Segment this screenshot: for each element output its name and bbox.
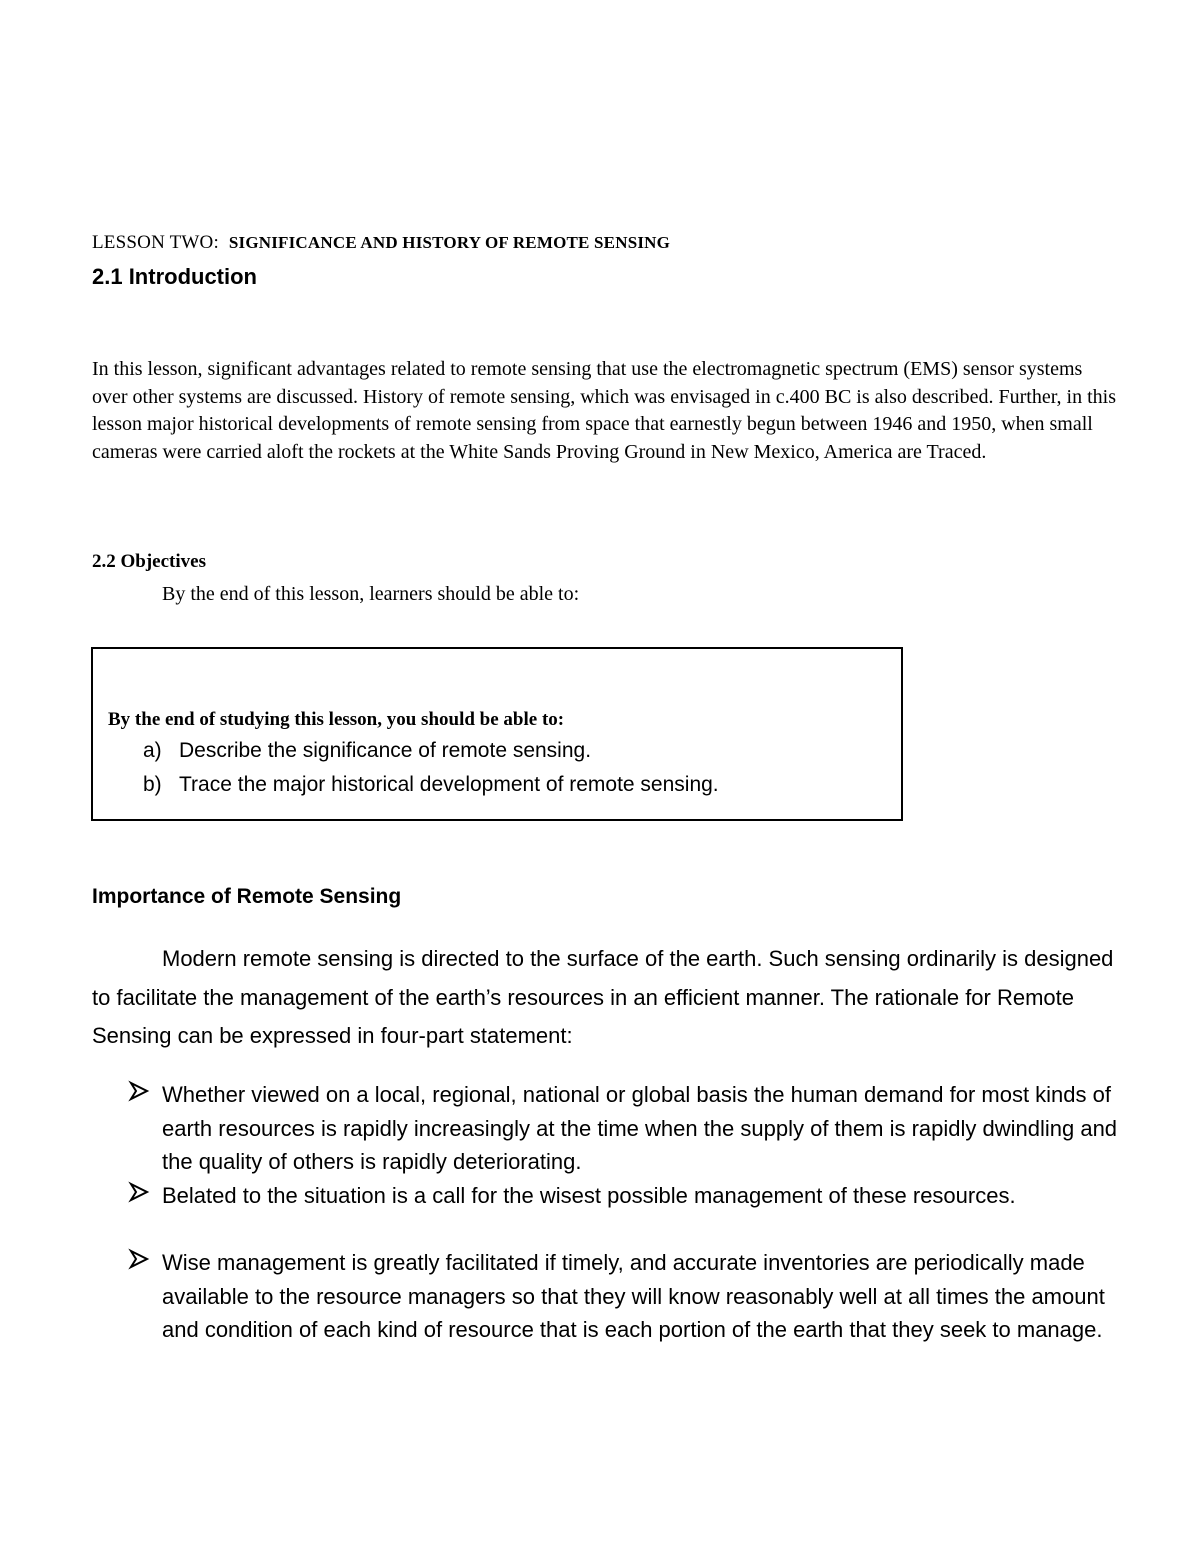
objective-item xyxy=(143,739,591,763)
bullet-text: Belated to the situation is a call for the wisest possible management of these resources. xyxy=(162,1183,1016,1208)
objective-item xyxy=(143,773,719,797)
introduction-heading: 2.1 Introduction xyxy=(92,264,257,289)
arrowhead-bullet-icon xyxy=(128,1248,150,1270)
objective-text: Trace the major historical development of remote sensing. xyxy=(179,773,719,796)
objectives-box-title: By the end of studying this lesson, you should be able to: xyxy=(108,709,565,730)
objective-marker: a) xyxy=(143,739,162,762)
importance-heading: Importance of Remote Sensing xyxy=(92,885,402,908)
importance-paragraph-text: Modern remote sensing is directed to the surface of the earth. Such sensing ordinarily is designed to facilitate the management of the earth’s resources in an efficient manner. The rationale for Remote Sensing can be expressed in four-part statement: xyxy=(92,946,1114,1048)
objectives-lead: By the end of this lesson, learners should be able to: xyxy=(162,583,580,605)
arrowhead-bullet-icon xyxy=(128,1080,150,1102)
objective-marker: b) xyxy=(143,773,162,796)
introduction-paragraph: In this lesson, significant advantages related to remote sensing that use the electromagnetic spectrum (EMS) sensor systems over other systems are discussed. History of remote sensing, which was envisaged in c.400 BC is also described. Further, in this lesson major historical developments of remote sensing from space that earnestly begun between 1946 and 1950, when small cameras were carried aloft the rockets at the White Sands Proving Ground in New Mexico, America are Traced. xyxy=(92,358,1117,463)
objective-text: Describe the significance of remote sensing. xyxy=(179,739,592,762)
objectives-box xyxy=(91,647,903,821)
importance-paragraph xyxy=(92,940,1122,1056)
lesson-subtitle: SIGNIFICANCE AND HISTORY OF REMOTE SENSING xyxy=(228,233,671,252)
lesson-title xyxy=(92,232,670,254)
bullet-text: Whether viewed on a local, regional, national or global basis the human demand for most kinds of earth resources is rapidly increasingly at the time when the supply of them is rapidly dwindling and the quality of others is rapidly deteriorating. xyxy=(162,1082,1118,1174)
bullet-text: Wise management is greatly facilitated if timely, and accurate inventories are periodically made available to the resource managers so that they will know reasonably well at all times the amount and condition of each kind of resource that is each portion of the earth that they seek to manage. xyxy=(162,1250,1105,1342)
lesson-label: LESSON TWO: xyxy=(92,232,219,253)
objectives-heading: 2.2 Objectives xyxy=(92,551,206,572)
arrowhead-bullet-icon xyxy=(128,1181,150,1203)
